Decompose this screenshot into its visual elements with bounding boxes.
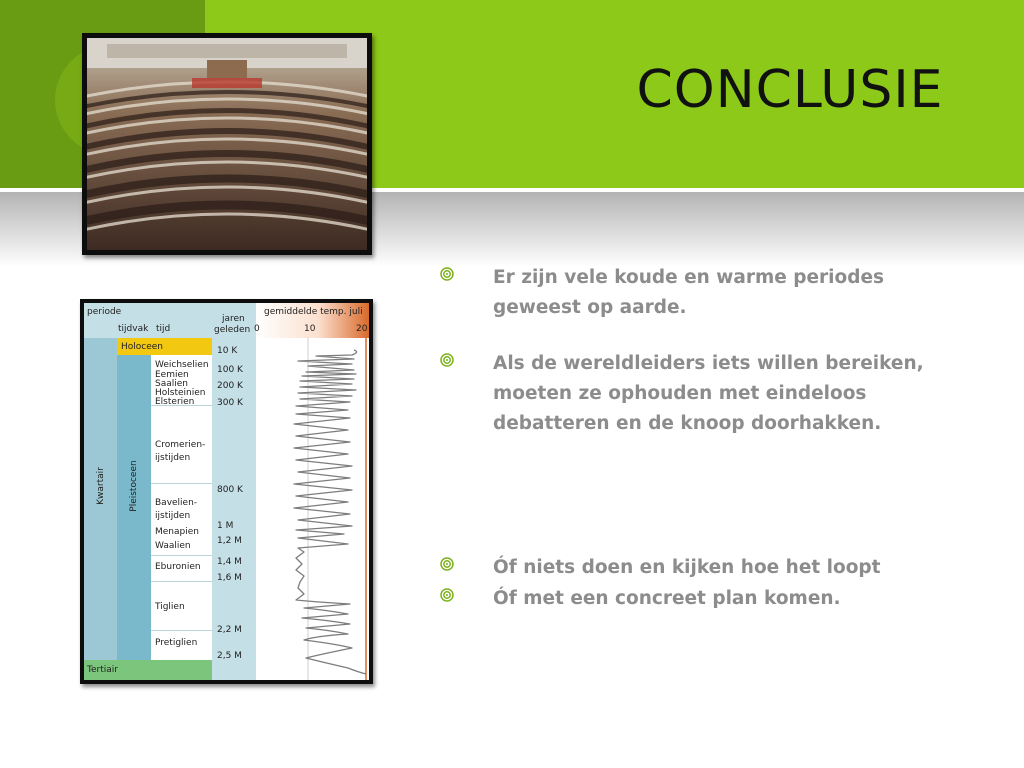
temperature-curve: [256, 338, 369, 680]
stage-cromerien-ijstijden: ijstijden: [155, 453, 191, 463]
holoceen-label: Holoceen: [121, 342, 164, 352]
bullet-ring-icon: [440, 588, 454, 602]
stage-cromerien: Cromerien-: [155, 440, 206, 450]
pleistoceen-label: Pleistoceen: [129, 460, 139, 512]
slide-title: CONCLUSIE: [636, 60, 944, 120]
stage-waalien: Waalien: [155, 541, 191, 551]
stage-tiglien: Tiglien: [155, 602, 185, 612]
kwartair-label: Kwartair: [96, 467, 106, 505]
age-1m: 1 M: [217, 521, 234, 531]
bullet-text-1: Er zijn vele koude en warme periodes geweest op aarde.: [493, 267, 885, 318]
bullet-text-2: Als de wereldleiders iets willen bereiken, moeten ze ophouden met eindeloos debatteren en de knoop doorhakken.: [493, 353, 924, 434]
temp-tick-20: 20: [356, 324, 368, 334]
stage-menapien: Menapien: [155, 527, 199, 537]
age-100k: 100 K: [217, 365, 243, 375]
geological-timescale-figure: [80, 299, 373, 684]
bullet-ring-icon: [440, 267, 454, 281]
stage-bavelien-ijstijden: ijstijden: [155, 511, 191, 521]
stage-pretiglien: Pretiglien: [155, 638, 198, 648]
age-1-6m: 1,6 M: [217, 573, 242, 583]
tertiair-label: Tertiair: [87, 665, 118, 675]
age-800k: 800 K: [217, 485, 243, 495]
age-1-4m: 1,4 M: [217, 557, 242, 567]
parliament-photo: [82, 33, 372, 255]
bullet-ring-icon: [440, 353, 454, 367]
age-2-2m: 2,2 M: [217, 625, 242, 635]
bullet-ring-icon: [440, 557, 454, 571]
age-200k: 200 K: [217, 381, 243, 391]
temp-tick-10: 10: [304, 324, 316, 334]
stage-saalien: Saalien: [155, 379, 188, 389]
header-geleden: geleden: [214, 325, 251, 335]
age-2-5m: 2,5 M: [217, 651, 242, 661]
bullet-text-3: Óf niets doen en kijken hoe het loopt: [493, 557, 881, 578]
stage-elsterien: Elsterien: [155, 397, 195, 407]
header-jaren: jaren: [222, 314, 245, 324]
stage-bavelien: Bavelien-: [155, 498, 198, 508]
header-periode: periode: [87, 307, 122, 317]
stage-weichselien: Weichselien: [155, 360, 209, 370]
age-300k: 300 K: [217, 398, 243, 408]
header-temp: gemiddelde temp. juli: [264, 307, 363, 317]
stage-holsteinien: Holsteinien: [155, 388, 206, 398]
age-1-2m: 1,2 M: [217, 536, 242, 546]
bullet-text-4: Óf met een concreet plan komen.: [493, 588, 841, 609]
header-tijd: tijd: [156, 324, 171, 334]
parliament-photo-image: [87, 38, 367, 250]
timescale-table: [84, 303, 369, 680]
header-tijdvak: tijdvak: [118, 324, 149, 334]
stage-eemien: Eemien: [155, 370, 189, 380]
stage-eburonien: Eburonien: [155, 562, 201, 572]
temp-tick-0: 0: [254, 324, 260, 334]
age-10k: 10 K: [217, 346, 238, 356]
